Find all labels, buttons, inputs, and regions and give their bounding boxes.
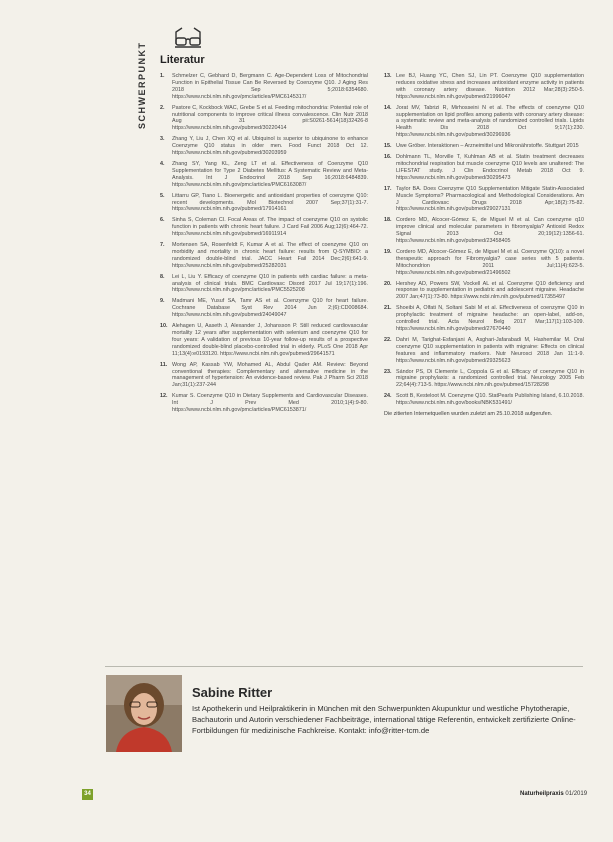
reference-item (160, 136, 368, 157)
reference-number: 23. (384, 368, 392, 375)
reference-item (160, 393, 368, 414)
reference-number: 24. (384, 393, 392, 400)
reference-number: 1. (160, 73, 165, 79)
reference-item (160, 274, 368, 295)
author-name: Sabine Ritter (192, 685, 273, 700)
reference-text: Kumar S. Coenzyme Q10 in Dietary Supplements and Cardiovascular Diseases. Int J Prev Med 2010;1(4):9-80. https://www.ncbi.nlm.nih.gov/pmc/articles/PMC6153871/ (172, 393, 368, 414)
reference-text: Lee BJ, Huang YC, Chen SJ, Lin PT. Coenzyme Q10 supplementation reduces oxidative stress and increases antioxidant enzyme activity in patients with coronary artery disease. Nutrition 2012 Mar;28(3):250-5. https://www.ncbi.nlm.nih.gov/pubmed/21996047 (396, 73, 584, 100)
reference-text: Taylor BA. Does Coenzyme Q10 Supplementation Mitigate Statin-Associated Muscle Symptoms? Pharmacological and Methodological Considerations. Am J Cardiovasc Drugs 2018 Apr;18(2):75-82. https://www.ncbi.nlm.nih.gov/pubmed/29027131 (396, 185, 584, 213)
references-heading: Literatur (160, 54, 205, 66)
reference-number: 6. (160, 217, 165, 224)
reference-text: Zhang Y, Liu J, Chen XQ et al. Ubiquinol is superior to ubiquinone to enhance Coenzyme Q10 status in older men. Food Funct 2018 Oct 12. https://www.ncbi.nlm.nih.gov/pubmed/30203959 (172, 136, 368, 157)
reference-text: Littarru GP, Tiano L. Bioenergetic and antioxidant properties of coenzyme Q10: recent developments. Mol Biotechnol 2007 Sep;37(1):31-7. https://www.ncbi.nlm.nih.gov/pubmed/17914161 (172, 192, 368, 213)
reference-number: 4. (160, 160, 165, 167)
references-column-left (160, 73, 368, 418)
reference-text: Cordero MD, Alcocer-Gómez E, de Miguel M et al. Coenzyme Q(10): a novel therapeutic approach for Fibromyalgia? case series with 5 patients. Mitochondrion 2011 Jul;11(4):623-5. https://www.ncbi.nlm.nih.gov/pubmed/21496502 (396, 248, 584, 276)
reference-number: 13. (384, 73, 392, 79)
reference-text: Sinha S, Coleman CI. Focal Areas of. The impact of coenzyme Q10 on systolic function in patients with chronic heart failure. J Card Fail 2006 Aug;12(6):464-72. https://www.ncbi.nlm.nih.gov/pubmed/16911914 (172, 217, 368, 238)
reference-number: 15. (384, 143, 392, 150)
reference-text: Mortensen SA, Rosenfeldt F, Kumar A et al. The effect of coenzyme Q10 on morbidity and mortality in chronic heart failure: results from Q-SYMBIO: a randomized double-blind trial. JACC Heart Fail 2014 Dec;2(6):641-9. https://www.ncbi.nlm.nih.gov/pubmed/25282031 (172, 242, 368, 269)
reference-number: 22. (384, 336, 392, 343)
reference-number: 19. (384, 248, 392, 255)
reference-text: Uwe Gröber. Interaktionen – Arzneimittel und Mikronährstoffe. Stuttgart 2015 (396, 143, 579, 150)
reference-item (384, 186, 584, 214)
reference-number: 16. (384, 154, 392, 161)
reference-item (384, 249, 584, 277)
reference-item (384, 281, 584, 302)
reference-text: Wong AP, Kassab YW, Mohamed AL, Abdul Qader AM. Review: Beyond conventional therapies: Complementary and alternative medicine in the management of hypertension: An evidence-based review. Pak J Pharm Sci 2018 Jan;31(1):237-244 (172, 361, 368, 389)
reference-item (384, 143, 584, 150)
reference-text: Sándor PS, Di Clemente L, Coppola G et al. Efficacy of coenzyme Q10 in migraine prophylaxis: a randomized controlled trial. Neurology 2005 Feb 22;64(4):713-5. https://www.ncbi.nlm.nih.gov/pubmed/15728298 (396, 368, 584, 389)
reference-text: Madmani ME, Yusuf SA, Tamr AS et al. Coenzyme Q10 for heart failure. Cochrane Database Syst Rev 2014 Jun 2;(6):CD008684. https://www.ncbi.nlm.nih.gov/pubmed/24049047 (172, 298, 368, 319)
issue-number: 01/2019 (565, 791, 588, 797)
reference-item (384, 217, 584, 245)
reference-number: 20. (384, 280, 392, 287)
reference-item (160, 73, 368, 101)
reference-text: Jorat MV, Tabrizi R, Mirhosseini N et al. The effects of coenzyme Q10 supplementation on lipid profiles among patients with coronary artery disease: a systematic review and meta-analysis of randomized controlled trials. Lipids Health Dis 2018 Oct 9;17(1):230. https://www.ncbi.nlm.nih.gov/pubmed/30296936 (396, 104, 584, 139)
reference-item (160, 193, 368, 214)
reference-number: 8. (160, 273, 165, 280)
reference-item (160, 298, 368, 319)
journal-name: Naturheilpraxis (520, 791, 564, 797)
reference-item (384, 105, 584, 140)
glasses-logo-icon (173, 27, 203, 49)
author-photo (106, 675, 182, 752)
reference-text: Schmelzer C, Gebhard D, Bergmann C. Age-Dependent Loss of Mitochondrial Function in Epithelial Tissue Can Be Reversed by Coenzyme Q10. J Aging Res 2018 Sep 5;2018:6354680. https://www.ncbi.nlm.nih.gov/pmc/articles/PMC6145317/ (172, 73, 368, 100)
reference-text: Dahri M, Tarighat-Esfanjani A, Asghari-Jafarabadi M, Hashemilar M. Oral coenzyme Q10 supplementation in patients with migraine: Effects on clinical features and inflammatory markers. Nutr Neurosci 2018 Jan 11:1-9. https://www.ncbi.nlm.nih.gov/pubmed/29325623 (396, 336, 584, 364)
references-column-right (384, 73, 584, 418)
access-note: Die zitierten Internetquellen wurden zuletzt am 25.10.2018 aufgerufen. (384, 411, 553, 418)
reference-item (384, 73, 584, 101)
author-bio: Ist Apothekerin und Heilpraktikerin in München mit den Schwerpunkten Akupunktur und westliche Phytotherapie, Bachautorin und Autorin verschiedener Fachbeiträge, international tätige Referentin, entwickelt zertifizierte Online-Fortbildungen für medizinische Fachkreise. Kontakt: info@ritter-tcm.de (192, 704, 576, 735)
section-divider (105, 666, 583, 667)
reference-item (160, 242, 368, 270)
reference-item (384, 154, 584, 182)
reference-text: Cordero MD, Alcocer-Gómez E, de Miguel M et al. Can coenzyme q10 improve clinical and molecular parameters in fibromyalgia? Antioxid Redox Signal 2013 Oct 20;19(12):1356-61. https://www.ncbi.nlm.nih.gov/pubmed/23458405 (396, 217, 584, 245)
reference-number: 7. (160, 242, 165, 249)
reference-item (160, 161, 368, 189)
page-number: 34 (82, 789, 93, 800)
reference-number: 3. (160, 136, 165, 143)
reference-number: 12. (160, 393, 168, 400)
reference-item (160, 323, 368, 358)
reference-text: Scott B, Kesteloot M. Coenzyme Q10. StatPearls Publishing Island, 6.10.2018. https://www.ncbi.nlm.nih.gov/books/NBK531491/ (396, 393, 584, 407)
reference-text: Pastore C, Kockbock WAC, Grebe S et al. Feeding mitochondria: Potential role of nutritional components to improve critical illness convalescence. Clin Nutr 2018 Aug 31 pii:S0261-5614(18)32426-8 https://www.ncbi.nlm.nih.gov/pubmed/30220414 (172, 104, 368, 132)
journal-footer (520, 791, 587, 797)
reference-item (384, 305, 584, 333)
reference-number: 18. (384, 217, 392, 224)
reference-number: 21. (384, 305, 392, 312)
reference-item (384, 337, 584, 365)
reference-text: Shoeibi A, Olfati N, Soltani Sabi M et al. Effectiveness of coenzyme Q10 in prophylactic treatment of migraine headache: an open-label, add-on, controlled trial. Acta Neurol Belg 2017 Mar;117(1):103-109. https://www.ncbi.nlm.nih.gov/pubmed/27670440 (396, 305, 584, 332)
reference-number: 9. (160, 298, 165, 305)
reference-item (160, 362, 368, 390)
reference-number: 2. (160, 104, 165, 111)
reference-text: Hershey AD, Powers SW, Vockell AL et al. Coenzyme Q10 deficiency and response to supplementation in pediatric and adolescent migraine. Headache 2007 Jan;47(1):73-80. https://www.ncbi.nlm.nih.gov/pubmed/17355497 (396, 280, 584, 301)
reference-item (384, 393, 584, 407)
reference-item (384, 369, 584, 390)
reference-text: Zhang SY, Yang KL, Zeng LT et al. Effectiveness of Coenzyme Q10 Supplementation for Type 2 Diabetes Mellitus: A Systematic Review and Meta-Analysis. Int J Endocrinol 2018 Sep 16;2018:6484839. https://www.ncbi.nlm.nih.gov/pmc/articles/PMC6163087/ (172, 160, 368, 188)
reference-number: 11. (160, 361, 168, 368)
reference-number: 14. (384, 104, 392, 111)
reference-text: Dohlmann TL, Morville T, Kuhlman AB et al. Statin treatment decreases mitochondrial respiration but muscle coenzyme Q10 levels are unaltered: The LIFESTAT study. J Clin Endocrinol Metab 2018 Oct 9. https://www.ncbi.nlm.nih.gov/pubmed/30295473 (396, 154, 584, 181)
reference-text: Alehagen U, Aaseth J, Alexander J, Johansson P. Still reduced cardiovascular mortality 12 years after supplementation with selenium and coenzyme Q10 for four years: A validation of previous 10-year follow-up results of a prospective randomized double-blind placebo-controlled trial in elderly. PLoS One 2018 Apr 11;13(4):e0193120. https://www.ncbi.nlm.nih.gov/pubmed/29641571 (172, 323, 368, 357)
reference-number: 5. (160, 192, 165, 199)
reference-number: 10. (160, 323, 168, 330)
section-tab: SCHWERPUNKT (137, 41, 147, 129)
reference-item (160, 217, 368, 238)
reference-number: 17. (384, 185, 392, 192)
reference-text: Lei L, Liu Y. Efficacy of coenzyme Q10 in patients with cardiac failure: a meta-analysis of clinical trials. BMC Cardiovasc Disord 2017 Jul 19;17(1):196. https://www.ncbi.nlm.nih.gov/pmc/articles/PMC5525208 (172, 273, 368, 294)
reference-item (160, 105, 368, 133)
